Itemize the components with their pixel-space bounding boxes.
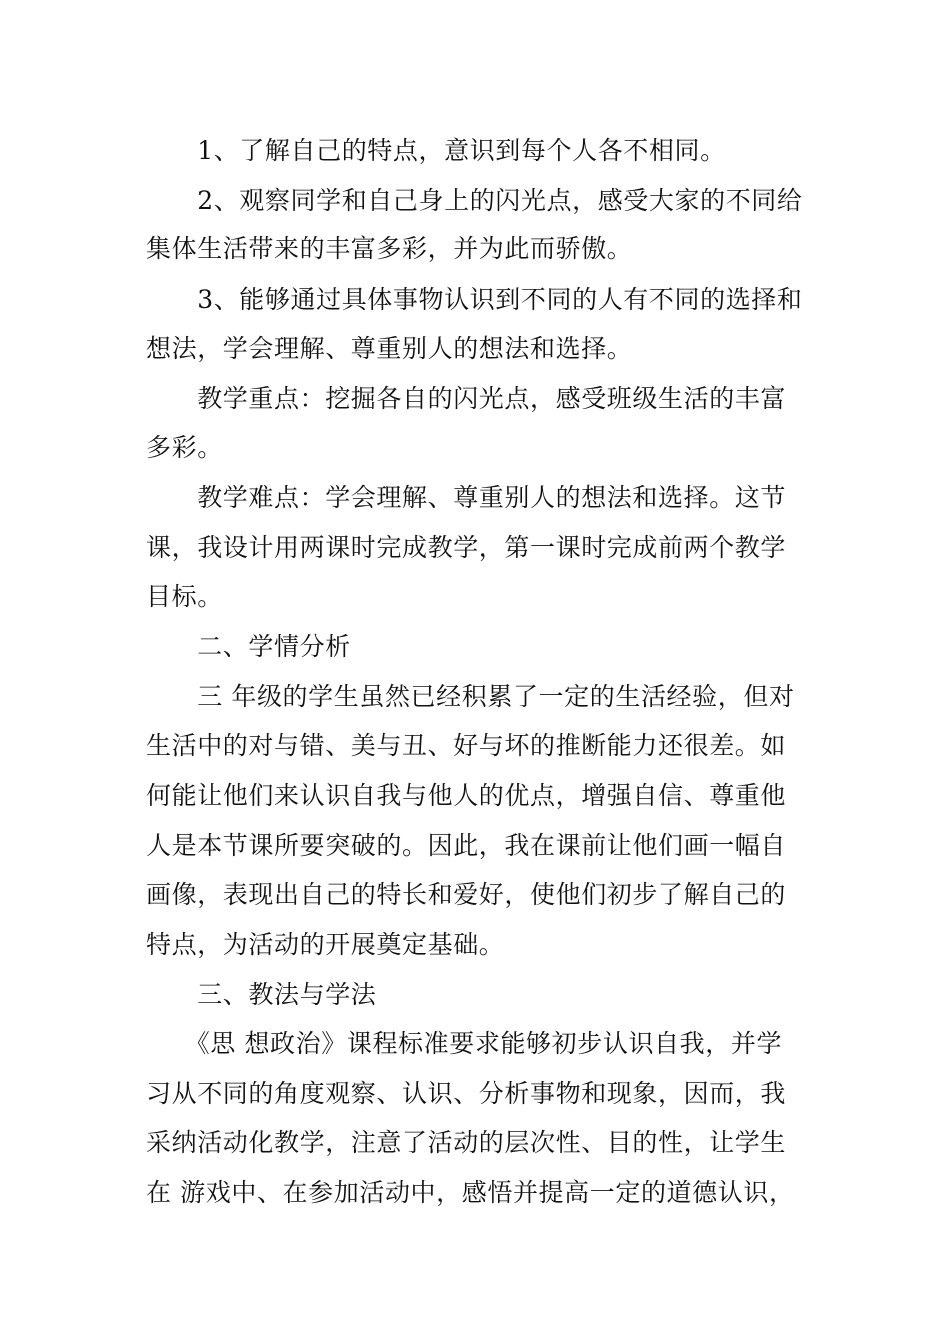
text-line: 三 年级的学生虽然已经积累了一定的生活经验，但对 [146,682,795,711]
text-line: 集体生活带来的丰富多彩，并为此而骄傲。 [146,234,633,263]
text-line: 教学重点：挖掘各自的闪光点，感受班级生活的丰富 [146,384,787,413]
text-line: 在 游戏中、在参加活动中，感悟并提高一定的道德认识， [146,1178,795,1207]
text-line: 2、观察同学和自己身上的闪光点，感受大家的不同给 [146,186,803,215]
text-line: 人是本节课所要突破的。因此，我在课前让他们画一幅自 [146,831,787,860]
text-line: 多彩。 [146,433,223,462]
text-line: 3、能够通过具体事物认识到不同的人有不同的选择和 [146,285,803,314]
text-line: 目标。 [146,582,223,611]
text-line: 特点，为活动的开展奠定基础。 [146,930,505,959]
text-line: 想法，学会理解、尊重别人的想法和选择。 [146,334,633,363]
section-heading: 三、教法与学法 [146,980,377,1009]
text-line: 教学难点：学会理解、尊重别人的想法和选择。这节 [146,483,787,512]
text-line: 画像，表现出自己的特长和爱好，使他们初步了解自己的 [146,880,787,909]
section-heading: 二、学情分析 [146,632,351,661]
text-line: 生活中的对与错、美与丑、好与坏的推断能力还很差。如 [146,731,787,760]
text-line: 1、了解自己的特点，意识到每个人各不相同。 [146,136,726,165]
text-line: 习从不同的角度观察、认识、分析事物和现象，因而，我 [146,1079,787,1108]
text-line: 课，我设计用两课时完成教学，第一课时完成前两个教学 [146,533,787,562]
text-line: 何能让他们来认识自我与他人的优点，增强自信、尊重他 [146,781,787,810]
text-line: 采纳活动化教学，注意了活动的层次性、目的性，让学生 [146,1128,787,1157]
text-line: 《思 想政治》课程标准要求能够初步认识自我，并学 [146,1029,783,1058]
